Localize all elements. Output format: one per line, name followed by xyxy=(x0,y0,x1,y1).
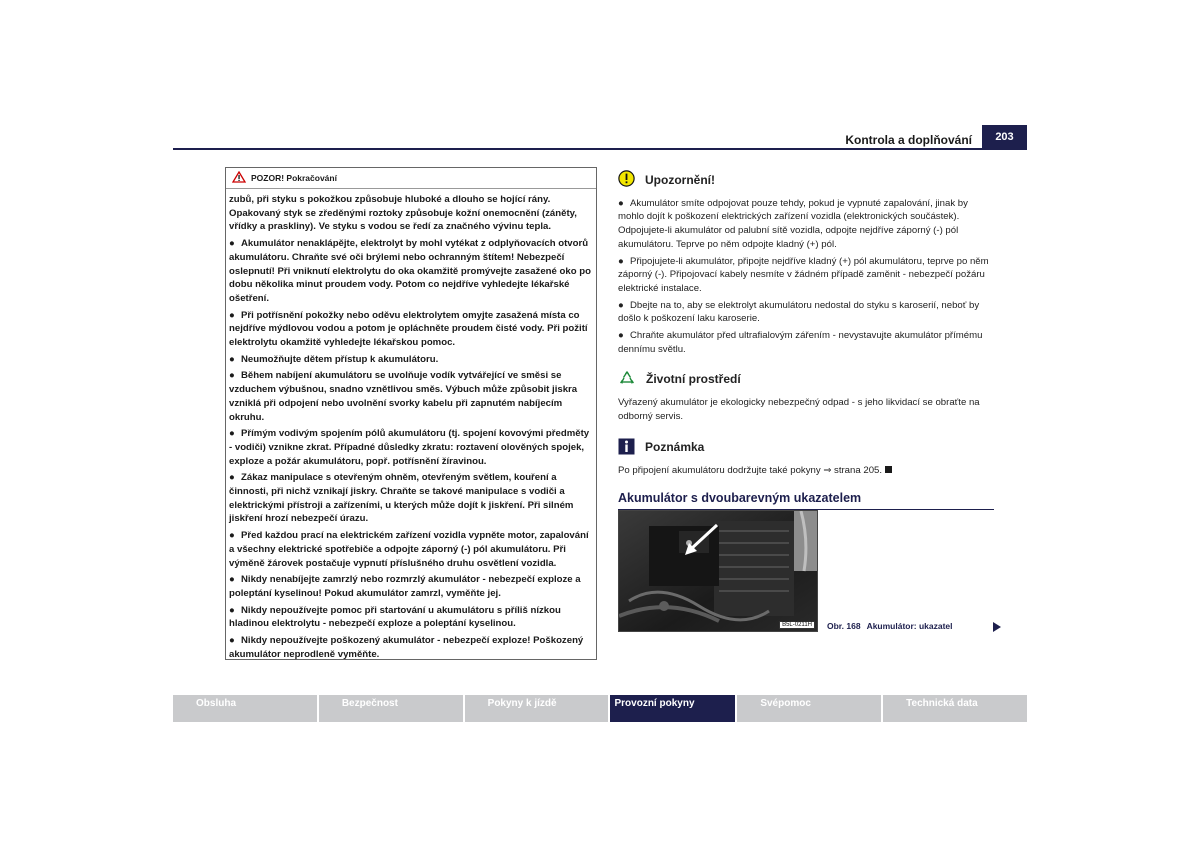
figure-caption xyxy=(827,621,953,631)
bullet-icon: ● xyxy=(229,604,235,616)
nav-item-provozni-pokyny[interactable]: Provozní pokyny xyxy=(610,695,737,722)
warning-box xyxy=(225,167,597,660)
bullet-icon: ● xyxy=(229,635,235,647)
warning-body xyxy=(226,189,596,662)
nav-item-obsluha[interactable]: Obsluha xyxy=(173,695,319,722)
warning-bullet: ● Nikdy nenabíjejte zamrzlý nebo rozmrzlý akumulátor - nebezpečí exploze a poleptání kyselinou! Pokud akumulátor zamrzl, vyměňte jej. xyxy=(229,574,581,599)
warning-triangle-icon xyxy=(232,171,251,185)
bullet-icon: ● xyxy=(618,299,624,311)
end-square-icon xyxy=(885,466,892,473)
figure-caption-text: Akumulátor: ukazatel xyxy=(866,621,953,631)
warning-bullet: ● Zákaz manipulace s otevřeným ohněm, otevřeným světlem, kouření a činnosti, při nichž vznikají jiskry. Chraňte se takové manipulace s vodiči a elektrickými přístroji a zařízeními, u kterých může dojít k jiskření. Při silném jiskření hrozí nebezpečí úrazu. xyxy=(229,472,574,525)
header-rule xyxy=(173,148,1027,150)
environment-heading xyxy=(618,370,994,390)
bullet-icon: ● xyxy=(229,353,235,365)
figure-code: B5L-0211H xyxy=(779,621,815,629)
note-heading xyxy=(618,438,994,459)
bullet-icon: ● xyxy=(229,238,235,250)
warning-bullet: ● Před každou prací na elektrickém zařízení vozidla vypněte motor, zapalování a všechny elektrické spotřebiče a odpojte záporný (-) pól akumulátoru. Při výměně žárovek postačuje vypnutí příslušného druhu osvětlení vozidla. xyxy=(229,530,589,569)
bullet-icon: ● xyxy=(229,428,235,440)
nav-item-bezpecnost[interactable]: Bezpečnost xyxy=(319,695,465,722)
bullet-icon: ● xyxy=(229,370,235,382)
info-icon xyxy=(618,438,635,459)
recycle-icon xyxy=(618,370,636,390)
environment-title: Životní prostředí xyxy=(646,372,741,387)
chapter-nav xyxy=(173,695,1027,722)
right-column xyxy=(618,170,994,510)
warning-intro: zubů, při styku s pokožkou způsobuje hluboké a dlouho se hojící rány. Opakovaný styk se zředěnými roztoky způsobuje kožní onemocnění (záněty, vřídky a praskliny). Ve styku s vodou se ředí za značného vývinu tepla. xyxy=(229,194,577,233)
caution-exclamation-icon xyxy=(618,170,635,191)
caution-bullet: ● Dbejte na to, aby se elektrolyt akumulátoru nedostal do styku s karoserií, neboť by došlo k poškození laku karoserie. xyxy=(618,299,980,325)
bullet-icon: ● xyxy=(229,309,235,321)
warning-label: POZOR! Pokračování xyxy=(251,173,337,183)
environment-text: Vyřazený akumulátor je ekologicky nebezpečný odpad - s jeho likvidací se obraťte na odborný servis. xyxy=(618,397,980,422)
warning-bullet: ● Nikdy nepoužívejte pomoc při startování u akumulátoru s příliš nízkou hladinou elektrolytu - nebezpečí exploze a poleptání kyselinou. xyxy=(229,604,561,630)
nav-item-technicka-data[interactable]: Technická data xyxy=(883,695,1027,722)
warning-bullet: ● Při potřísnění pokožky nebo oděvu elektrolytem omyjte zasažená místa co nejdříve mýdlovou vodou a potom je opláchněte proudem čisté vody. Při požití elektrolytu okamžitě vyhledejte lékařskou pomoc. xyxy=(229,309,588,349)
battery-figure xyxy=(618,510,818,632)
caution-heading xyxy=(618,170,994,191)
bullet-icon: ● xyxy=(229,472,235,484)
caution-bullet: ● Akumulátor smíte odpojovat pouze tehdy, pokud je vypnuté zapalování, jinak by mohlo dojít k poškození elektrických zařízení vozidla (elektronických součástek). Odpojujete-li akumulátor od palubní sítě vozidla, odpojte nejdříve záporný (-) pól akumulátoru. Teprve po něm odpojte kladný (+) pól. xyxy=(618,197,968,250)
section-header-title: Kontrola a doplňování xyxy=(845,133,972,147)
note-text: Po připojení akumulátoru dodržujte také pokyny ⇒ strana 205. xyxy=(618,464,994,478)
nav-item-svepomoc[interactable]: Svépomoc xyxy=(737,695,883,722)
warning-header xyxy=(226,168,596,189)
warning-bullet: ● Akumulátor nenaklápějte, elektrolyt by mohl vytékat z odplyňovacích otvorů akumulátoru. Chraňte své oči brýlemi nebo ochranným štítem! Nebezpečí oslepnutí! Při vniknutí elektrolytu do oka okamžitě promývejte zasažené oko po dobu několika minut proudem vody. Potom co nejdříve vyhledejte lékařské ošetření. xyxy=(229,238,591,304)
figure-caption-label: Obr. 168 xyxy=(827,621,861,631)
bullet-icon: ● xyxy=(229,530,235,542)
nav-item-pokyny-k-jizde[interactable]: Pokyny k jízdě xyxy=(465,695,611,722)
bullet-icon: ● xyxy=(618,330,624,342)
bullet-icon: ● xyxy=(618,255,624,267)
bullet-icon: ● xyxy=(229,574,235,586)
caution-bullet: ● Připojujete-li akumulátor, připojte nejdříve kladný (+) pól akumulátoru, teprve po něm záporný (-). Připojovací kabely nesmíte v žádném případě zaměnit - nebezpečí požáru elektrické instalace. xyxy=(618,255,989,294)
warning-bullet: ● Neumožňujte dětem přístup k akumulátoru. xyxy=(229,353,439,365)
section-title: Akumulátor s dvoubarevným ukazatelem xyxy=(618,492,994,510)
continue-arrow-icon xyxy=(993,622,1001,632)
warning-bullet: ● Během nabíjení akumulátoru se uvolňuje vodík vytvářející ve směsi se vzduchem výbušnou, snadno vznětlivou směs. Výbuch může způsobit jiskra vzniklá při odpojení nebo uvolnění svorky kabelu při zapnutém nabíjecím okruhu. xyxy=(229,370,578,423)
note-title: Poznámka xyxy=(645,440,705,455)
bullet-icon: ● xyxy=(618,197,624,209)
caution-title: Upozornění! xyxy=(645,172,715,187)
caution-bullet: ● Chraňte akumulátor před ultrafialovým zářením - nevystavujte akumulátor přímému dennímu světlu. xyxy=(618,330,983,355)
warning-bullet: ● Nikdy nepoužívejte poškozený akumulátor - nebezpečí exploze! Poškozený akumulátor neprodleně vyměňte. xyxy=(229,635,584,660)
battery-photo-illustration xyxy=(619,511,817,631)
warning-bullet: ● Přímým vodivým spojením pólů akumulátoru (tj. spojení kovovými předměty - vodiči) vznikne zkrat. Případné důsledky zkratu: roztavení olověných spojek, exploze a požár akumulátoru, popř. potřísnění žíravinou. xyxy=(229,428,590,467)
page-number: 203 xyxy=(982,125,1027,149)
